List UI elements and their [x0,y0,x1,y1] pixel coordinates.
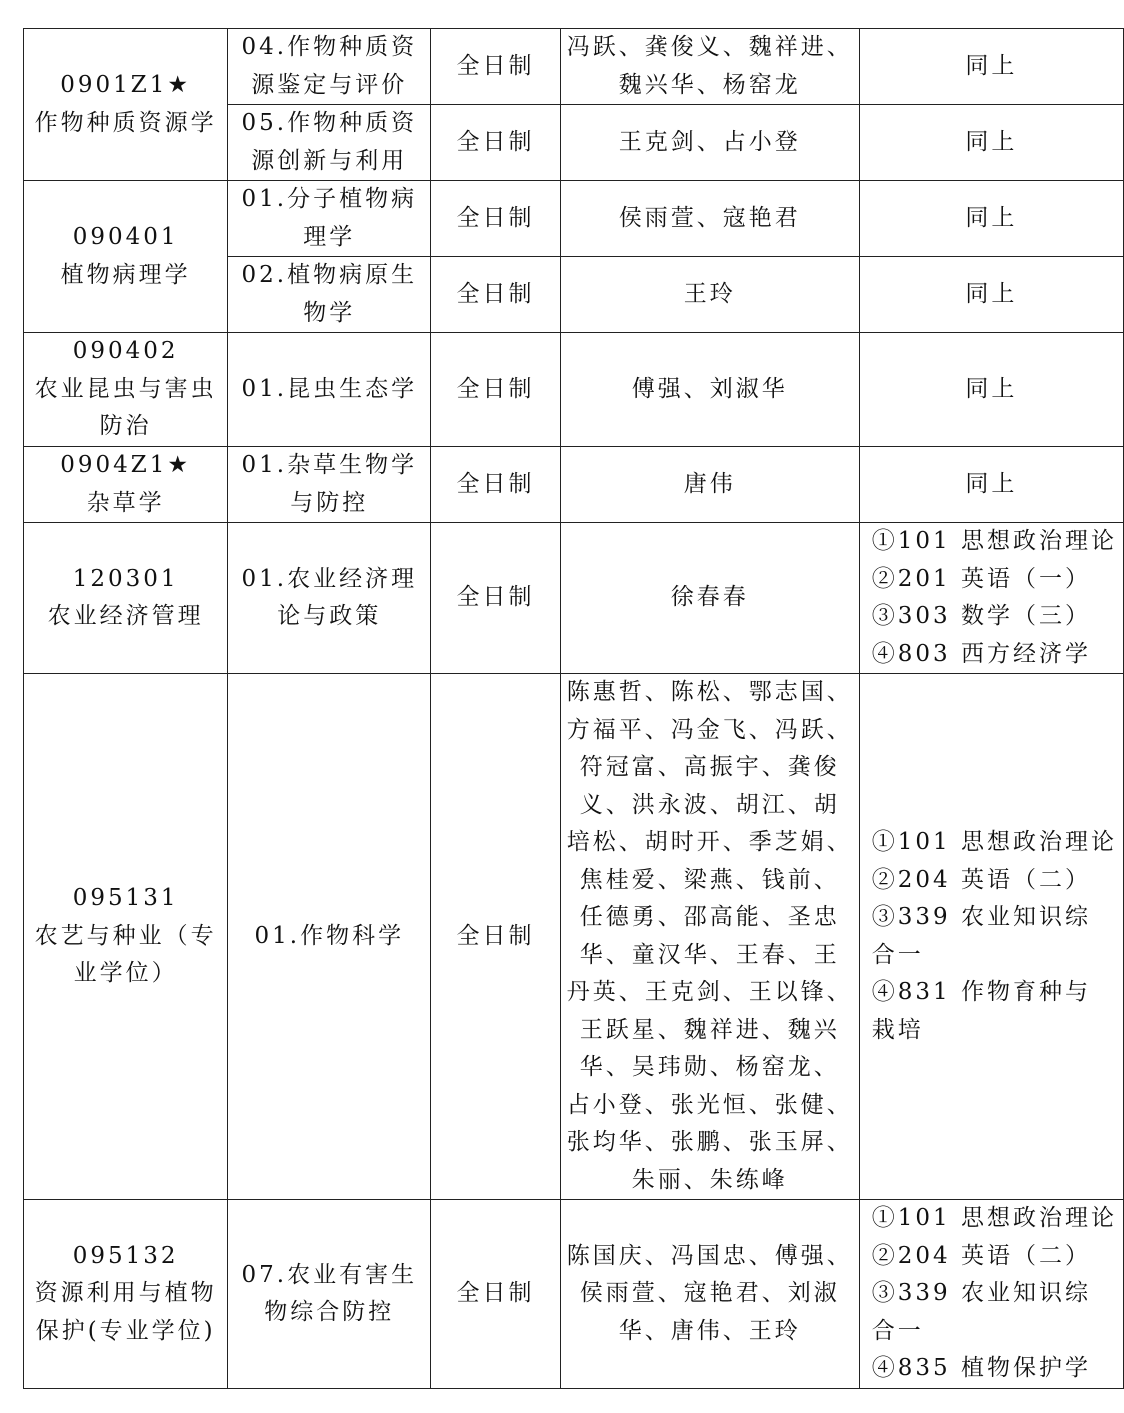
exam-subjects-cell-line: 同上 [965,470,1018,497]
table-row [24,333,1124,447]
advisors-cell-line: 任德勇、邵高能、圣忠 [579,904,840,930]
exam-subjects-cell-line: ①101 思想政治理论 [871,1205,1117,1232]
direction-cell [228,674,431,1200]
advisors-cell-line: 丹英、王克剑、王以锋、 [566,979,853,1005]
advisors-cell-line: 王玲 [683,280,736,307]
table-row [24,523,1124,674]
advisors-cell-line: 王克剑、占小登 [618,128,801,155]
advisors-cell-line: 朱丽、朱练峰 [631,1166,788,1193]
advisors-cell-line: 侯雨萱、寇艳君、刘淑 [579,1280,840,1307]
table-row [24,1200,1124,1389]
exam-subjects-cell-line: 栽培 [871,1016,924,1043]
program-table-body [24,29,1124,1389]
advisors-cell-line: 华、唐伟、王玲 [618,1317,801,1344]
major-cell-line: 090401 [72,224,179,250]
advisors-cell-line: 张均华、张鹏、张玉屏、 [566,1129,853,1155]
major-cell-line: 0901Z1★ [60,72,192,98]
advisors-cell-line: 占小登、张光恒、张健、 [566,1091,853,1118]
advisors-cell-line: 王跃星、魏祥进、魏兴 [579,1016,840,1043]
major-cell-line: 农艺与种业（专 [34,922,217,949]
advisors-cell [560,333,859,447]
exam-subjects-cell-line: 同上 [965,375,1018,402]
advisors-cell-line: 徐春春 [670,584,749,611]
major-cell [24,29,228,181]
direction-cell [228,105,431,181]
major-cell [24,447,228,523]
exam-subjects-cell-line: ②204 英语（二） [871,1242,1091,1269]
advisors-cell-line: 唐伟 [683,470,736,497]
exam-subjects-cell-line: 合一 [871,941,924,968]
exam-subjects-cell-line: 同上 [965,52,1018,79]
major-cell-line: 0904Z1★ [60,452,192,478]
exam-subjects-cell-line: ①101 思想政治理论 [871,829,1117,855]
advisors-cell [560,181,859,257]
direction-cell [228,523,431,674]
study-mode-cell: 全日制 [431,447,560,523]
direction-cell-line: 01.杂草生物学 [241,452,418,478]
advisors-cell [560,257,859,333]
major-cell-line: 杂草学 [86,489,165,516]
advisors-cell-line: 焦桂爱、梁燕、钱前、 [579,866,840,893]
exam-subjects-cell [859,523,1123,674]
exam-subjects-cell-line: 同上 [965,280,1018,307]
study-mode-cell: 全日制 [431,29,560,105]
major-cell-line: 090402 [72,338,179,365]
direction-cell-line: 物学 [303,299,356,326]
advisors-cell [560,523,859,674]
table-row [24,181,1124,257]
direction-cell-line: 源创新与利用 [251,147,408,174]
major-cell-line: 120301 [72,565,179,592]
exam-subjects-cell [859,333,1123,447]
program-table [23,28,1124,1389]
exam-subjects-cell-line: ②201 英语（一） [871,565,1091,592]
direction-cell-line: 07.农业有害生 [241,1261,418,1288]
study-mode-cell: 全日制 [431,333,560,447]
exam-subjects-cell [859,447,1123,523]
exam-subjects-cell [859,181,1123,257]
exam-subjects-cell-line: 同上 [965,128,1018,155]
advisors-cell-line: 傅强、刘淑华 [631,375,788,402]
exam-subjects-cell-line: 合一 [871,1317,924,1344]
exam-subjects-cell-line: ④835 植物保护学 [871,1355,1091,1382]
major-cell-line: 业学位） [73,960,178,987]
direction-cell [228,29,431,105]
advisors-cell [560,29,859,105]
major-cell-line: 农业昆虫与害虫 [34,375,217,402]
direction-cell-line: 04.作物种质资 [241,34,418,60]
advisors-cell-line: 陈国庆、冯国忠、傅强、 [566,1242,853,1269]
direction-cell-line: 与防控 [290,489,369,516]
exam-subjects-cell [859,105,1123,181]
advisors-cell [560,447,859,523]
study-mode-cell: 全日制 [431,1200,560,1389]
table-row [24,674,1124,1200]
major-cell [24,181,228,333]
advisors-cell-line: 陈惠哲、陈松、鄂志国、 [566,679,853,705]
major-cell-line: 保护(专业学位) [35,1317,216,1344]
major-cell-line: 资源利用与植物 [34,1280,217,1307]
direction-cell-line: 源鉴定与评价 [251,71,408,98]
exam-subjects-cell-line: ④831 作物育种与 [871,979,1091,1005]
study-mode-cell: 全日制 [431,523,560,674]
exam-subjects-cell [859,1200,1123,1389]
major-cell-line: 植物病理学 [60,261,191,288]
study-mode-cell: 全日制 [431,257,560,333]
advisors-cell-line: 符冠富、高振宇、龚俊 [579,754,840,780]
advisors-cell-line: 培松、胡时开、季芝娟、 [566,829,853,855]
exam-subjects-cell-line: 同上 [965,204,1018,231]
advisors-cell [560,674,859,1200]
direction-cell-line: 01.昆虫生态学 [241,375,418,402]
table-row [24,447,1124,523]
exam-subjects-cell [859,29,1123,105]
advisors-cell-line: 方福平、冯金飞、冯跃、 [566,716,853,743]
exam-subjects-cell-line: ③303 数学（三） [871,603,1091,629]
study-mode-cell: 全日制 [431,674,560,1200]
advisors-cell-line: 华、吴玮勋、杨窑龙、 [579,1054,840,1080]
direction-cell-line: 05.作物种质资 [241,110,418,136]
major-cell-line: 农业经济管理 [47,603,204,629]
direction-cell-line: 01.分子植物病 [241,186,418,212]
direction-cell [228,1200,431,1389]
advisors-cell-line: 魏兴华、杨窑龙 [618,71,801,98]
direction-cell [228,333,431,447]
major-cell [24,674,228,1200]
major-cell [24,333,228,447]
direction-cell [228,257,431,333]
major-cell-line: 作物种质资源学 [34,109,217,136]
direction-cell-line: 理学 [303,223,356,250]
study-mode-cell: 全日制 [431,105,560,181]
exam-subjects-cell-line: ③339 农业知识综 [871,1280,1091,1307]
advisors-cell-line: 侯雨萱、寇艳君 [618,204,801,231]
advisors-cell-line: 冯跃、龚俊义、魏祥进、 [566,34,853,60]
exam-subjects-cell [859,674,1123,1200]
direction-cell-line: 物综合防控 [264,1299,395,1325]
exam-subjects-cell-line: ③339 农业知识综 [871,904,1091,930]
exam-subjects-cell-line: ①101 思想政治理论 [871,528,1117,554]
exam-subjects-cell-line: ②204 英语（二） [871,866,1091,893]
major-cell [24,523,228,674]
advisors-cell-line: 义、洪永波、胡江、胡 [579,791,840,818]
exam-subjects-cell-line: ④803 西方经济学 [871,640,1091,667]
advisors-cell [560,1200,859,1389]
direction-cell-line: 01.作物科学 [254,922,405,949]
study-mode-cell: 全日制 [431,181,560,257]
major-cell-line: 095132 [72,1242,179,1269]
direction-cell [228,181,431,257]
direction-cell [228,447,431,523]
table-row [24,29,1124,105]
advisors-cell [560,105,859,181]
direction-cell-line: 02.植物病原生 [241,262,418,288]
major-cell-line: 防治 [99,413,152,440]
major-cell [24,1200,228,1389]
exam-subjects-cell [859,257,1123,333]
direction-cell-line: 论与政策 [277,603,382,629]
direction-cell-line: 01.农业经济理 [241,565,418,592]
major-cell-line: 095131 [72,885,179,912]
advisors-cell-line: 华、童汉华、王春、王 [579,941,840,968]
